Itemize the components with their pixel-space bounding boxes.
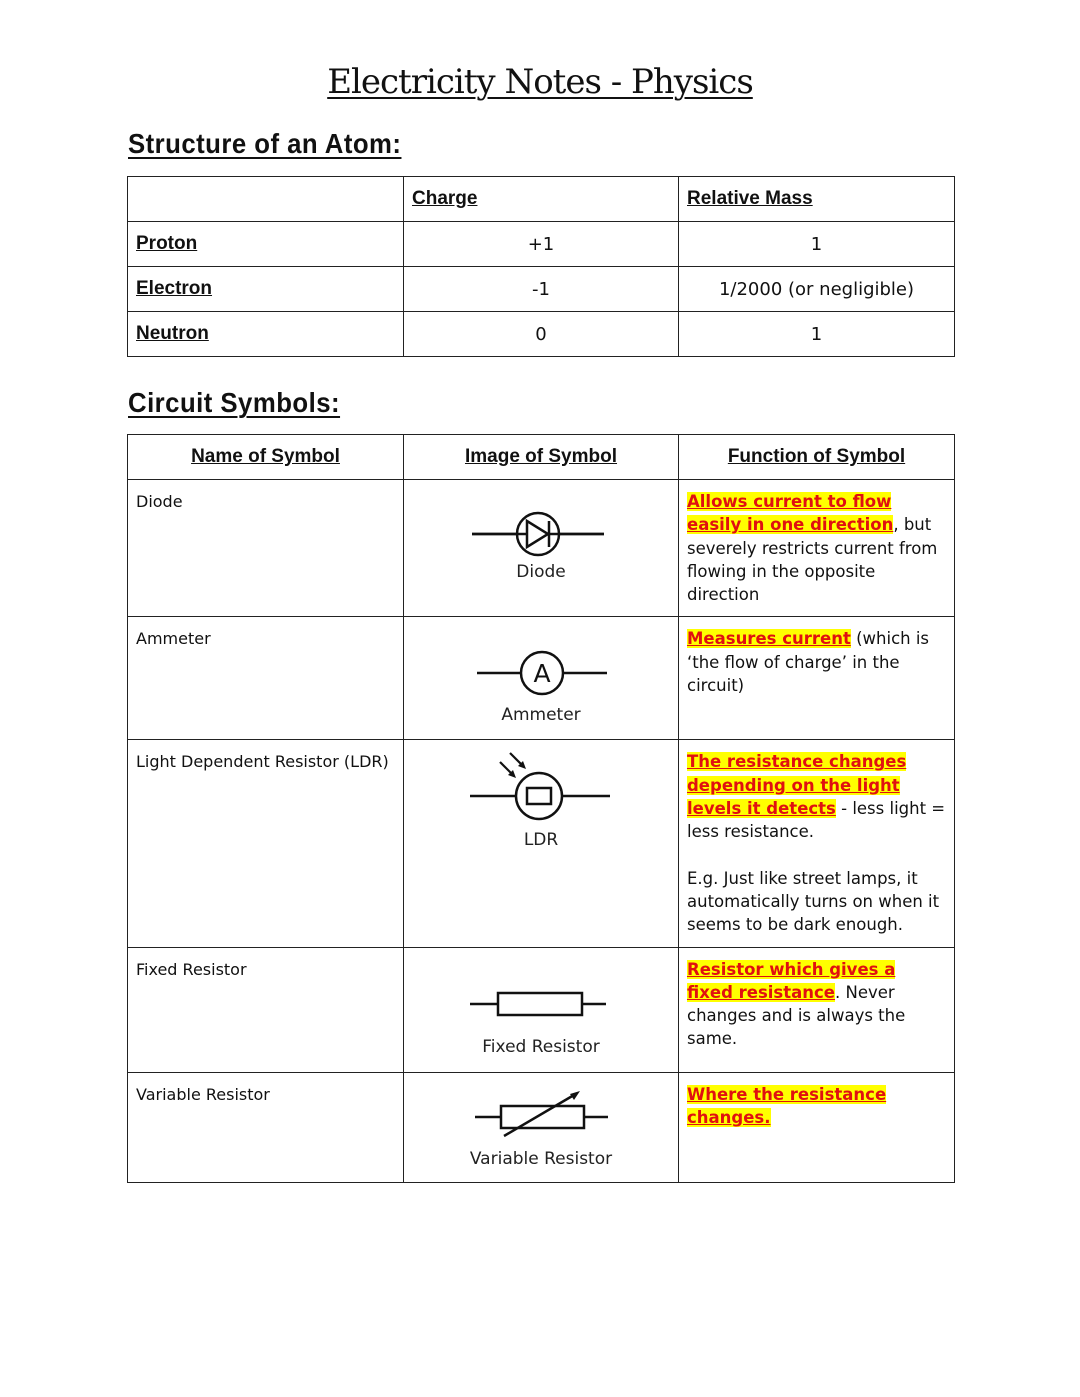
page-title: Electricity Notes - Physics <box>327 62 753 102</box>
function-highlight: Resistor which gives a fixed resistance <box>687 959 896 1002</box>
atom-structure-table <box>127 176 955 357</box>
circuit-symbols-table <box>127 434 955 1183</box>
symbol-function <box>679 740 955 947</box>
particle-mass: 1 <box>679 312 955 357</box>
particle-mass: 1/2000 (or negligible) <box>679 267 955 312</box>
svg-text:A: A <box>533 659 551 689</box>
header-cell-empty <box>128 177 404 222</box>
header-cell-relative-mass: Relative Mass <box>679 177 955 222</box>
function-text: (which is ‘the flow of charge’ in the circuit) <box>687 629 930 696</box>
symbol-name: Ammeter <box>128 617 404 740</box>
table-header-row <box>128 177 955 222</box>
particle-name: Proton <box>128 222 404 267</box>
particle-charge: +1 <box>404 222 679 267</box>
table-row <box>128 617 955 740</box>
header-cell-image: Image of Symbol <box>404 435 679 480</box>
particle-name: Neutron <box>128 312 404 357</box>
symbol-image-cell <box>404 740 679 947</box>
symbol-function <box>679 617 955 740</box>
symbol-image-cell <box>404 947 679 1072</box>
table-row <box>128 740 955 947</box>
function-highlight: Allows current to flow easily in one direction <box>687 492 894 535</box>
header-cell-function: Function of Symbol <box>679 435 955 480</box>
particle-charge: -1 <box>404 267 679 312</box>
symbol-caption: Fixed Resistor <box>482 1036 600 1057</box>
table-row <box>128 1072 955 1182</box>
table-row <box>128 480 955 617</box>
symbol-caption: LDR <box>523 830 559 851</box>
symbol-function <box>679 1072 955 1182</box>
symbol-image-cell <box>404 617 679 740</box>
table-row <box>128 312 955 357</box>
function-highlight: The resistance changes depending on the light levels it detects <box>687 752 907 819</box>
table-header-row <box>128 435 955 480</box>
symbol-caption: Ammeter <box>501 705 581 726</box>
symbol-function <box>679 947 955 1072</box>
function-text: - less light = less resistance. <box>687 799 946 842</box>
function-highlight: Measures current <box>687 629 851 649</box>
particle-mass: 1 <box>679 222 955 267</box>
table-row <box>128 267 955 312</box>
symbol-name: Light Dependent Resistor (LDR) <box>128 740 404 947</box>
function-highlight: Where the resistance changes. <box>687 1084 887 1127</box>
symbol-name: Fixed Resistor <box>128 947 404 1072</box>
symbol-image-cell <box>404 480 679 617</box>
function-example: E.g. Just like street lamps, it automatically turns on when it seems to be dark enough. <box>687 868 940 935</box>
circuit-section-heading: Circuit Symbols: <box>128 387 341 418</box>
function-text: , but severely restricts current from flowing in the opposite direction <box>687 515 938 605</box>
particle-name: Electron <box>128 267 404 312</box>
header-cell-name: Name of Symbol <box>128 435 404 480</box>
table-row <box>128 947 955 1072</box>
function-text: . Never changes and is always the same. <box>687 982 906 1049</box>
symbol-name: Variable Resistor <box>128 1072 404 1182</box>
particle-charge: 0 <box>404 312 679 357</box>
symbol-image-cell <box>404 1072 679 1182</box>
atom-section-heading: Structure of an Atom: <box>128 128 402 159</box>
symbol-name: Diode <box>128 480 404 617</box>
symbol-caption: Diode <box>516 562 566 582</box>
header-cell-charge: Charge <box>404 177 679 222</box>
symbol-function <box>679 480 955 617</box>
table-row <box>128 222 955 267</box>
symbol-caption: Variable Resistor <box>469 1148 613 1169</box>
